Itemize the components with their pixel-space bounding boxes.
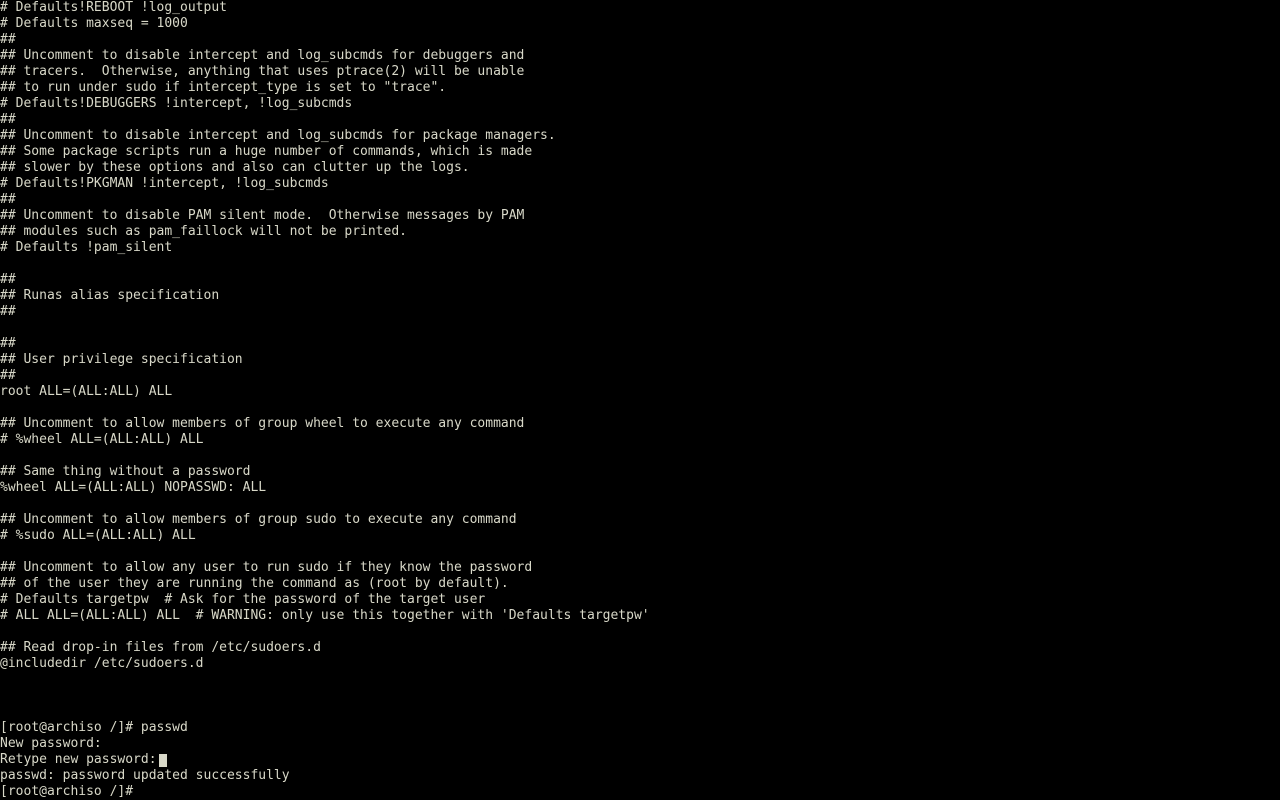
terminal-line: ## tracers. Otherwise, anything that uses ptrace(2) will be unable	[0, 64, 525, 79]
terminal-line: ## modules such as pam_faillock will not be printed.	[0, 224, 407, 239]
terminal-line	[0, 672, 1280, 688]
terminal-line	[0, 496, 1280, 512]
terminal-line: # %wheel ALL=(ALL:ALL) ALL	[0, 432, 204, 447]
terminal-line: passwd: password updated successfully	[0, 768, 290, 783]
terminal-line: ##	[0, 304, 16, 319]
terminal-line: # Defaults maxseq = 1000	[0, 16, 188, 31]
terminal-line: ## Same thing without a password	[0, 464, 251, 479]
terminal-line: Retype new password:	[0, 752, 1280, 768]
terminal-line: @includedir /etc/sudoers.d	[0, 656, 204, 671]
terminal-line: ## Uncomment to disable intercept and log_subcmds for debuggers and	[0, 48, 525, 63]
terminal-line: # Defaults !pam_silent	[0, 240, 173, 255]
terminal-line: %wheel ALL=(ALL:ALL) NOPASSWD: ALL	[0, 480, 267, 495]
terminal-line: ## User privilege specification	[0, 352, 243, 367]
terminal-line	[0, 320, 1280, 336]
terminal-line: # %sudo ALL=(ALL:ALL) ALL	[0, 528, 196, 543]
terminal-line	[0, 704, 1280, 720]
terminal-line: # Defaults!REBOOT !log_output	[0, 0, 227, 15]
terminal-line: ## slower by these options and also can clutter up the logs.	[0, 160, 470, 175]
terminal-line: ## of the user they are running the command as (root by default).	[0, 576, 509, 591]
terminal-line: root ALL=(ALL:ALL) ALL	[0, 384, 173, 399]
terminal-line: # Defaults!DEBUGGERS !intercept, !log_subcmds	[0, 96, 353, 111]
terminal-line: ## Uncomment to disable intercept and log_subcmds for package managers.	[0, 128, 556, 143]
terminal-line: # Defaults!PKGMAN !intercept, !log_subcmds	[0, 176, 329, 191]
terminal-line: ## Uncomment to allow members of group wheel to execute any command	[0, 416, 525, 431]
terminal-line: ##	[0, 336, 16, 351]
terminal-line: ##	[0, 192, 16, 207]
terminal-line: # Defaults targetpw # Ask for the password of the target user	[0, 592, 486, 607]
text-cursor	[159, 754, 167, 767]
terminal-line: ##	[0, 368, 16, 383]
terminal-line: ## Uncomment to allow any user to run sudo if they know the password	[0, 560, 533, 575]
terminal-line: ## Uncomment to disable PAM silent mode. Otherwise messages by PAM	[0, 208, 525, 223]
terminal-line: ## Uncomment to allow members of group sudo to execute any command	[0, 512, 517, 527]
terminal-line: ## Some package scripts run a huge number of commands, which is made	[0, 144, 533, 159]
terminal-line	[0, 688, 1280, 704]
terminal-line: ## Read drop-in files from /etc/sudoers.d	[0, 640, 321, 655]
terminal-line	[0, 400, 1280, 416]
terminal-line	[0, 544, 1280, 560]
terminal-line: [root@archiso /]#	[0, 784, 141, 799]
terminal-line: New password:	[0, 736, 102, 751]
terminal-line: # ALL ALL=(ALL:ALL) ALL # WARNING: only use this together with 'Defaults targetpw'	[0, 608, 650, 623]
terminal-line: ## to run under sudo if intercept_type is set to "trace".	[0, 80, 447, 95]
terminal-line: [root@archiso /]# passwd	[0, 720, 188, 735]
terminal-line	[0, 256, 1280, 272]
terminal-line	[0, 448, 1280, 464]
terminal-line	[0, 624, 1280, 640]
terminal-line: ##	[0, 32, 16, 47]
terminal-line: ## Runas alias specification	[0, 288, 220, 303]
terminal-line: ##	[0, 272, 16, 287]
terminal-line: ##	[0, 112, 16, 127]
